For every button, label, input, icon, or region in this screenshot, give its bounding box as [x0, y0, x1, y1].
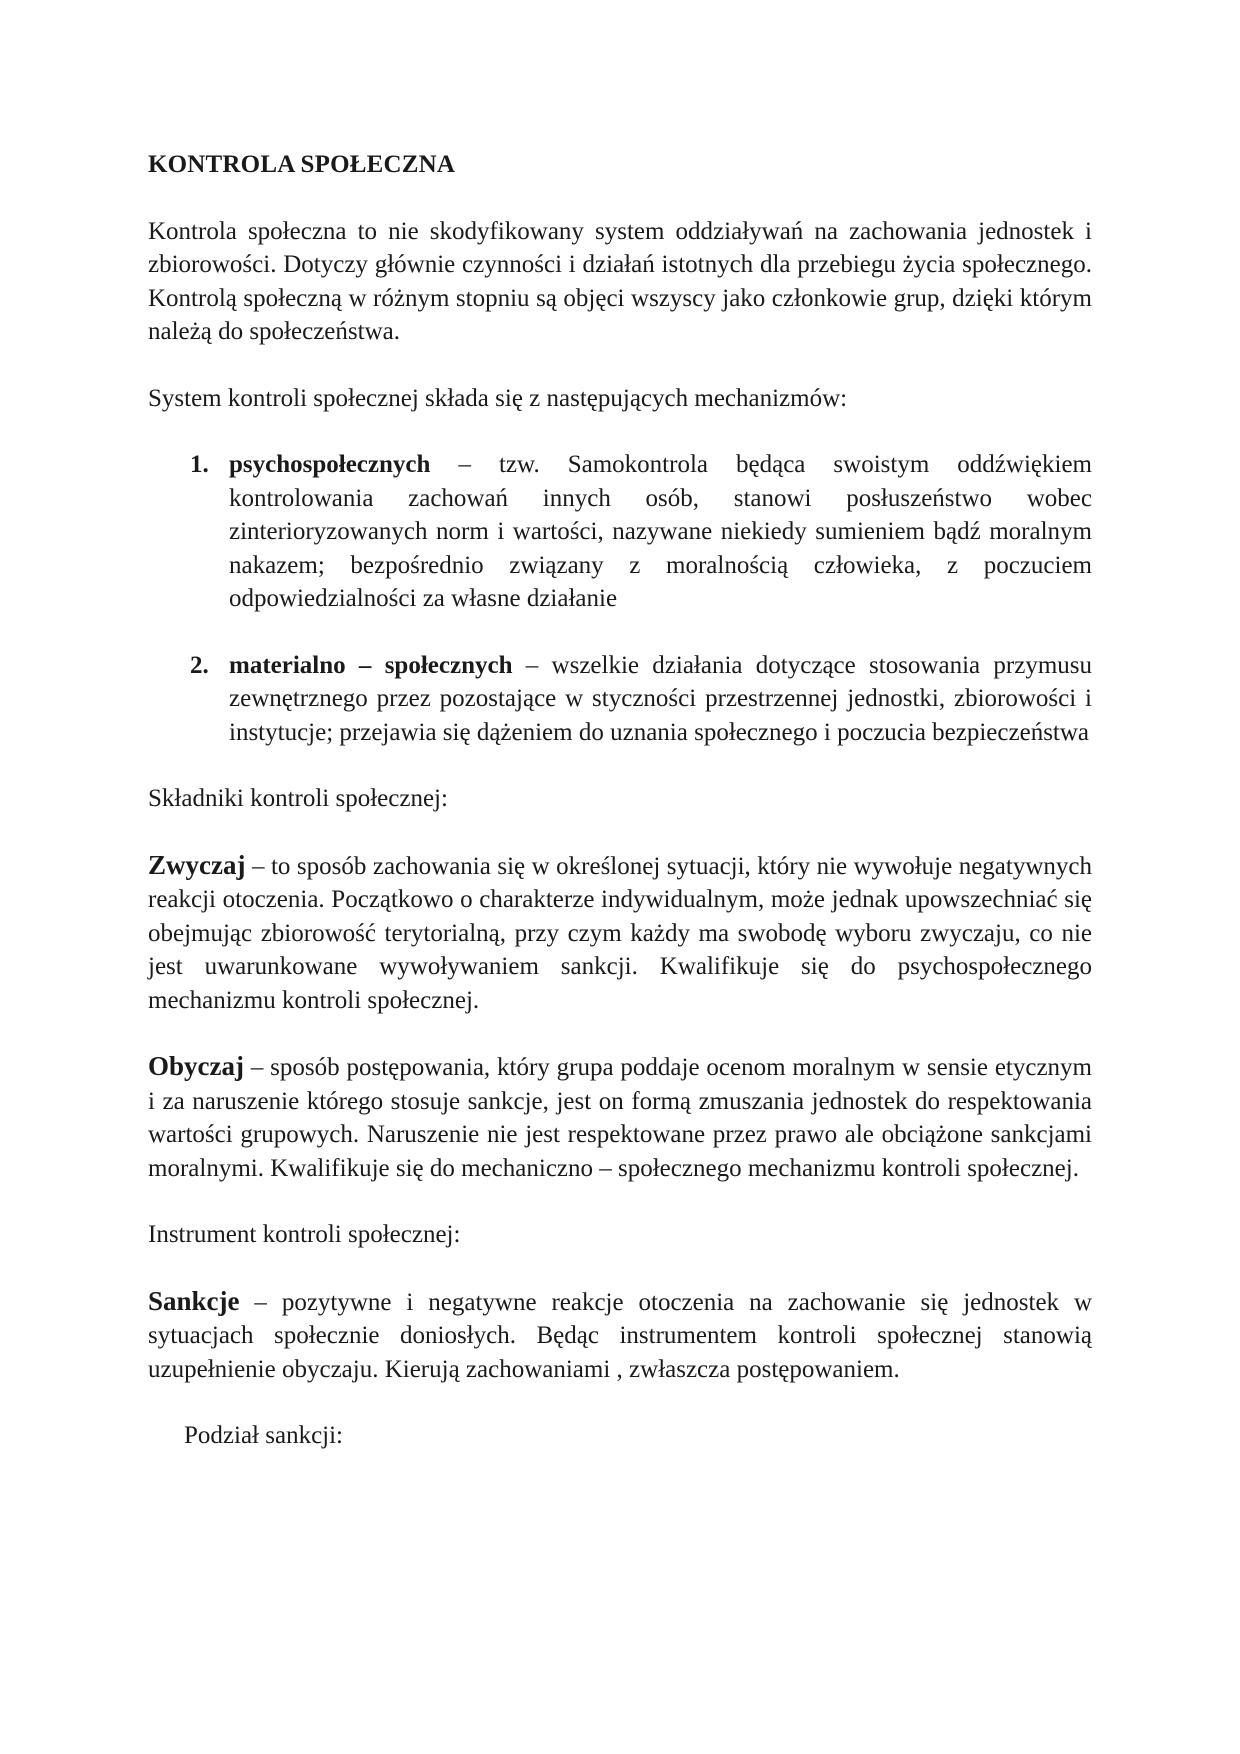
obyczaj-term: Obyczaj [148, 1051, 244, 1081]
division-heading: Podział sankcji: [184, 1422, 343, 1449]
zwyczaj-text: – to sposób zachowania się w określonej sytuacji, który nie wywołuje negatywnych reakcji otoczenia. Początkowo o charakterze indywidualnym, może jednak upowszechniać się obejmując zbiorowość terytorialną, przy czym każdy ma swobodę wyboru zwyczaju, co nie jest uwarunkowane wywoływaniem sankcji. Kwalifikuje się do psychospołecznego mechanizmu kontroli społecznej. [148, 852, 1092, 1014]
document-page [148, 148, 1092, 1453]
document-title: KONTROLA SPOŁECZNA [148, 151, 456, 178]
sankcje-paragraph [148, 1285, 1092, 1387]
zwyczaj-term: Zwyczaj [148, 849, 246, 880]
obyczaj-paragraph [148, 1050, 1092, 1185]
zwyczaj-paragraph [148, 849, 1092, 1018]
obyczaj-text: – sposób postępowania, który grupa poddaje ocenom moralnym w sensie etycznym i za naruszenie którego stosuje sankcje, jest on formą zmuszania jednostek do respektowania wartości grupowych. Naruszenie nie jest respektowane przez prawo ale obciążone sankcjami moralnymi. Kwalifikuje się do mechaniczno – społecznego mechanizmu kontroli społecznej. [148, 1054, 1092, 1182]
components-heading: Składniki kontroli społecznej: [148, 785, 448, 812]
mechanism-item [148, 448, 1092, 616]
instrument-heading: Instrument kontroli społecznej: [148, 1221, 461, 1248]
mechanism-number: 1. [190, 451, 209, 478]
mechanism-term: materialno – społecznych [229, 651, 513, 679]
mechanism-item [148, 649, 1092, 750]
mechanisms-list [148, 448, 1092, 749]
system-heading: System kontroli społecznej składa się z następujących mechanizmów: [148, 384, 848, 412]
sankcje-term: Sankcje [148, 1285, 240, 1316]
mechanism-text: – tzw. Samokontrola będąca swoistym oddźwiękiem kontrolowania zachowań innych osób, stanowi posłuszeństwo wobec zinterioryzowanych norm i wartości, nazywane niekiedy sumieniem bądź moralnym nakazem; bezpośrednio związany z moralnością człowieka, z poczuciem odpowiedzialności za własne działanie [229, 451, 1092, 612]
mechanism-number: 2. [190, 651, 209, 679]
mechanism-term: psychospołecznych [229, 451, 431, 478]
intro-paragraph: Kontrola społeczna to nie skodyfikowany system oddziaływań na zachowania jednostek i zbiorowości. Dotyczy głównie czynności i działań istotnych dla przebiegu życia społecznego. Kontrolą społeczną w różnym stopniu są objęci wszyscy jako członkowie grup, dzięki którym należą do społeczeństwa. [148, 217, 1092, 345]
sankcje-text: – pozytywne i negatywne reakcje otoczenia na zachowanie się jednostek w sytuacjach społecznie doniosłych. Będąc instrumentem kontroli społecznej stanowią uzupełnienie obyczaju. Kierują zachowaniami , zwłaszcza postępowaniem. [148, 1288, 1092, 1383]
mechanism-text: – wszelkie działania dotyczące stosowania przymusu zewnętrznego przez pozostające w styczności przestrzennej jednostki, zbiorowości i instytucje; przejawia się dążeniem do uznania społecznego i poczucia bezpieczeństwa [229, 651, 1092, 746]
